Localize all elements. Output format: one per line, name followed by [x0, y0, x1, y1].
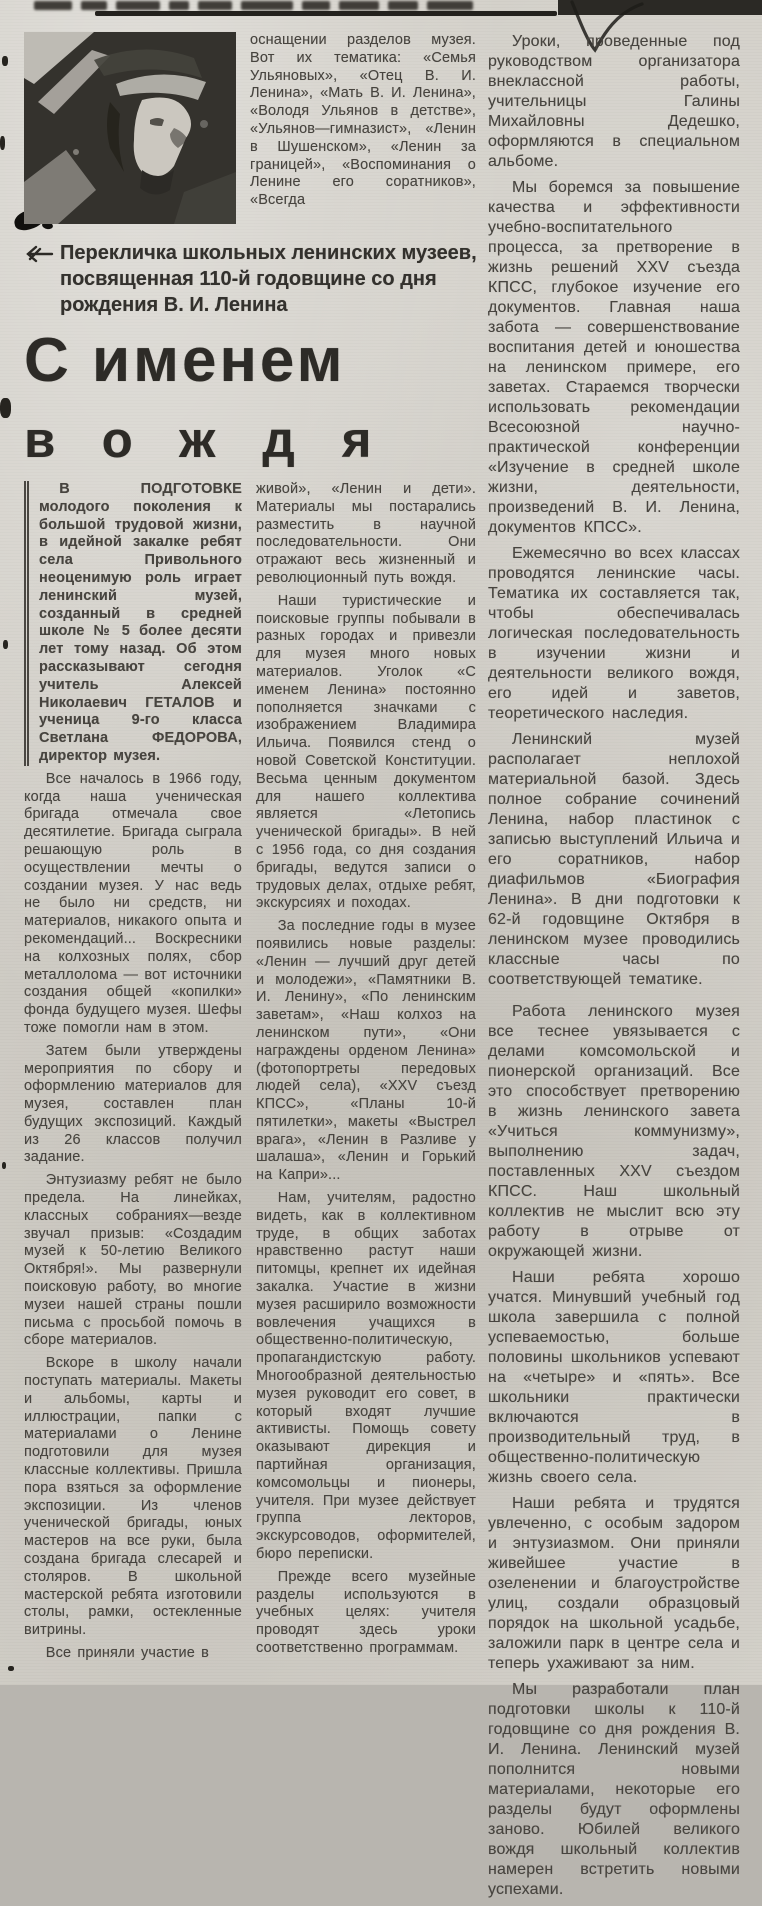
article-body	[24, 32, 740, 1898]
article-paragraph: Все началось в 1966 году, когда наша ученическая бригада отмечала свое десятилетие. Бригада сыграла решающую роль в осуществлении мечты о создании музея. У нас ведь не было ни средств, ни материалов, никакого опыта и рекомендаций... Воскресники на колхозных полях, сбор металлолома — вот источники создания общей «копилки» фонда будущего музея. Шефы тоже помогли нам в этом.	[24, 770, 242, 1036]
lenin-portrait-image	[24, 32, 236, 224]
article-paragraph: Наши ребята и трудятся увлеченно, с особым задором и энтузиазмом. Они приняли живейшее участие в озеленении и благоустройстве улиц, создали образцовый порядок на школьной усадьбе, заложили парк в центре села и теперь ухаживают за ним.	[488, 1495, 740, 1672]
article-paragraph: Наши туристические и поисковые группы побывали в разных городах и привезли для музея много новых материалов. Уголок «С именем Ленина» постоянно пополняется значками с изображением Владимира Ильича. Появился стенд о новой Советской Конституции. Весьма ценным документом для нашего коллектива является «Летопись ученической бригады». В ней с 1956 года, со дня создания бригады, ведутся записи о трудовых делах, отдыхе ребят, экскурсиях и походах.	[256, 592, 476, 912]
article-paragraph: оснащении разделов музея. Вот их тематика: «Семья Ульяновых», «Отец В. И. Ленина», «Мать В. И. Ленина», «Володя Ульянов в детстве», «Ульянов—гимназист», «Ленин в Шушенском», «Ленин за границей», «Воспоминания о Ленине его соратников», «Всегда	[250, 32, 476, 209]
arrow-icon	[26, 245, 54, 263]
separator-rule	[95, 11, 557, 16]
headline-line1: С именем	[24, 326, 346, 395]
article-paragraph: Прежде всего музейные разделы используются в учебных целях: учителя проводят здесь уроки соответственно программам.	[256, 1568, 476, 1656]
article-paragraph: Мы разработали план подготовки школы к 110-й годовщине со дня рождения В. И. Ленина. Ленинский музей пополнится новыми материалами, некоторые его разделы будут оформлены заново. Юбилей великого вождя школьный коллектив намерен встретить новыми успехами.	[488, 1681, 740, 1898]
scan-speck	[8, 1666, 14, 1671]
kicker	[24, 240, 496, 318]
article-paragraph: Нам, учителям, радостно видеть, как в коллективном труде, в общих заботах нравственно растут наши питомцы, крепнет их идейная закалка. Участие в жизни музея расширило возможности вовлечения учащихся в общественно-политическую, пропагандистскую работу. Многообразной деятельностью музея руководит его совет, в который входят лучшие активисты. Помощь совету оказывают дирекция и партийная организация, комсомольцы и пионеры, учителя. При музее действует группа лекторов, экскурсоводов, оформителей, бюро переписки.	[256, 1190, 476, 1563]
intro-paragraph: В ПОДГОТОВКЕ молодого поколения к большой трудовой жизни, в идейной закалке ребят села Привольного неоценимую роль играет ленинский музей, созданный в средней школе № 5 более десяти лет тому назад. Об этом рассказывают сегодня учитель Алексей Николаевич ГЕТАЛОВ и ученица 9-го класса Светлана ФЕДОРОВА, директор музея.	[24, 481, 242, 766]
scan-speck	[2, 56, 8, 66]
scan-speck	[0, 136, 5, 150]
scan-speck	[0, 398, 11, 418]
article-paragraph: Ежемесячно во всех классах проводятся ленинские часы. Тематика их составляется так, чтобы обеспечивалась логическая последовательность в изучении жизни и деятельности великого вождя, его идей и заветов, теоретического наследия.	[488, 545, 740, 722]
article-paragraph: За последние годы в музее появились новые разделы: «Ленин — лучший друг детей и молодежи», «Памятники В. И. Ленину», «По ленинским заветам», «Наш колхоз на ленинском пути», «Они награждены орденом Ленина» (фотопортреты передовых людей села), «XXV съезд КПСС», «Планы 10-й пятилетки», макеты «Выстрел врага», «Ленин в Разливе у шалаша», «Ленин и Горький на Капри»...	[256, 918, 476, 1184]
kicker-text: Перекличка школьных ленинских музеев, посвященная 110-й годовщине со дня рождения В. И. Ленина	[60, 242, 477, 316]
scan-speck	[3, 640, 8, 649]
article-paragraph: Мы боремся за повышение качества и эффективности учебно-воспитательного процесса, за претворение в жизнь решений XXV съезда КПСС, глубокое изучение его документов. Главная наша забота — совершенствование воспитания детей и юношества на ленинском примере, его заветах. Стараемся творчески использовать рекомендации Всесоюзной научно-практической конференции «Изучение в средней школе жизни, деятельности, произведений В. И. Ленина, документов КПСС».	[488, 179, 740, 536]
headline	[24, 326, 476, 468]
article-paragraph: живой», «Ленин и дети». Материалы мы постарались разместить в научной последовательности. Они отражают весь жизненный и революционный путь вождя.	[256, 481, 476, 586]
article-paragraph: Работа ленинского музея все теснее увязывается с делами комсомольской и пионерской организаций. Все это способствует претворению в жизнь ленинского завета «Учиться коммунизму», выполнению задач, поставленных XXV съездом КПСС. Наш школьный коллектив не мыслит всю эту работу в отрыве от окружающей жизни.	[488, 1003, 740, 1260]
column-2	[256, 481, 476, 1668]
article-paragraph: Ленинский музей располагает неплохой материальной базой. Здесь полное собрание сочинений Ленина, набор пластинок с записью выступлений Ильича и его соратников, набор диафильмов «Биография Ленина». В дни подготовки к 62-й годовщине Октября в ленинском музее проводились классные часы по соответствующей тематике.	[488, 731, 740, 988]
cut-off-text-smudge	[34, 1, 554, 11]
text-columns	[24, 481, 476, 1668]
article-paragraph: Все приняли участие в	[45, 1645, 210, 1661]
article-paragraph: Уроки, проведенные под руководством организатора внеклассной работы, учительницы Галины Михайловны Дедешко, оформляются в специальном альбоме.	[488, 33, 740, 170]
article-paragraph: Затем были утверждены мероприятия по сбору и оформлению материалов для музея, составлен план будущих экспозиций. Каждый из 26 классов получил задание.	[24, 1042, 242, 1166]
article-paragraph: Наши ребята хорошо учатся. Минувший учебный год школа завершила с полной успеваемостью, больше половины школьников успевают на «четыре» и «пять». Все школьники практически включаются в производительный труд, в общественно-политическую жизнь своего села.	[488, 1269, 740, 1486]
column-1	[24, 481, 242, 1668]
scan-speck	[2, 1162, 6, 1169]
column-2-top	[250, 32, 476, 224]
portrait-row	[24, 32, 476, 224]
headline-line2: вождя	[24, 411, 419, 468]
article-paragraph: Вскоре в школу начали поступать материалы. Макеты и альбомы, карты и иллюстрации, папки с материалами о Ленине подготовили для музея классные коллективы. Пришла пора взяться за оформление экспозиции. Из членов ученической бригады, юных мастеров на все руки, была создана бригада слесарей и столяров. В школьной мастерской ребята изготовили столы, рамки, остекленные витрины.	[24, 1355, 242, 1639]
column-3	[488, 32, 740, 1906]
left-columns-block	[24, 32, 476, 1906]
article-paragraph: Энтузиазму ребят не было предела. На линейках, классных собраниях—везде звучал призыв: «Создадим музей к 50-летию Великого Октября!». Мы развернули поисковую работу, во многие музеи нашей страны пошли письма с просьбой помочь в сборе материалов.	[24, 1172, 242, 1349]
